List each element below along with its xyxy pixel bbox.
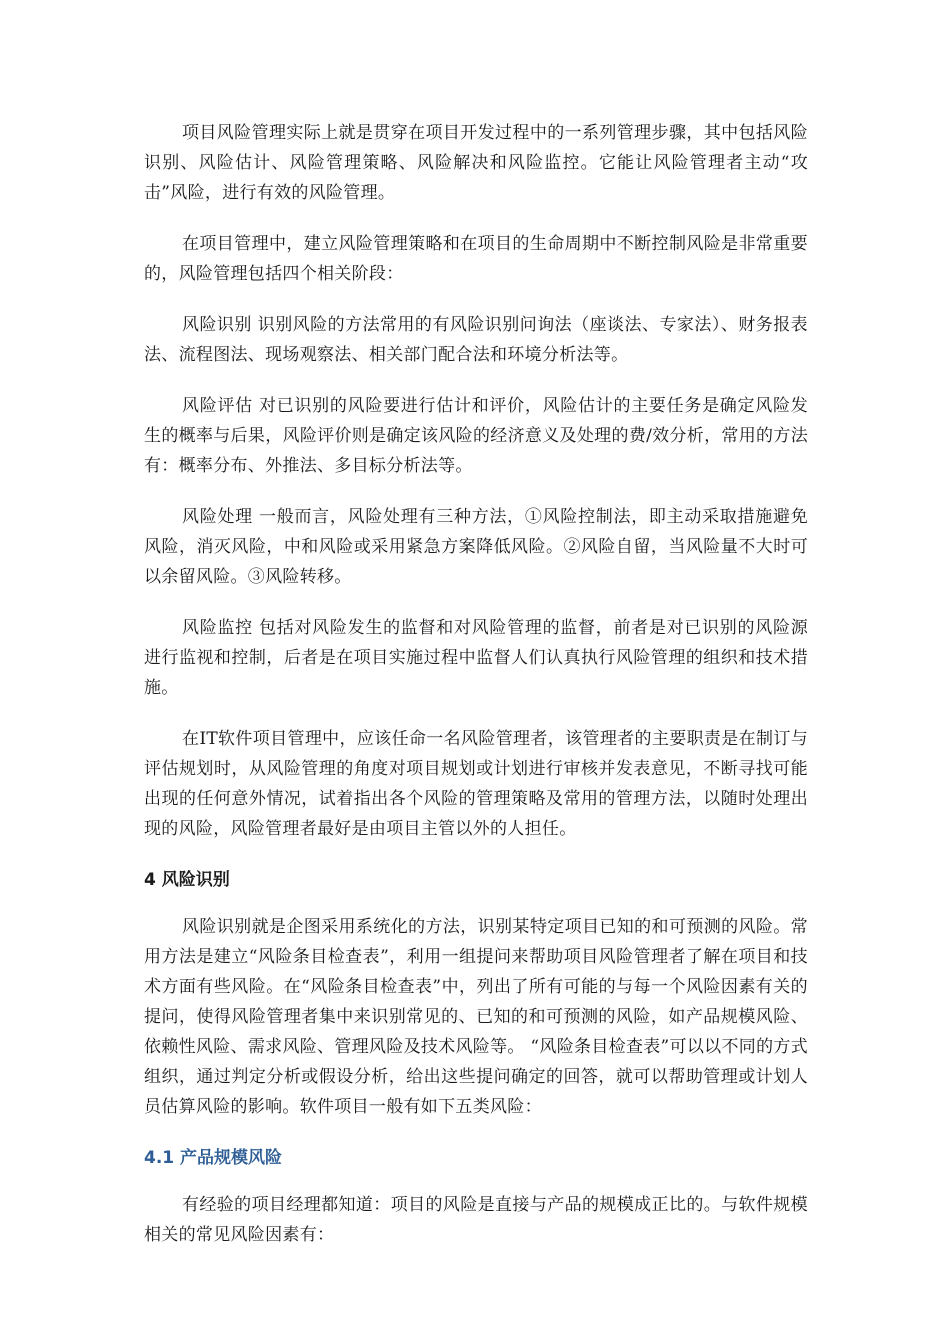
paragraph-product-scale-risk: 有经验的项目经理都知道：项目的风险是直接与产品的规模成正比的。与软件规模相关的常见风险因素有： [144, 1195, 808, 1245]
paragraph-risk-identification-detail: 风险识别就是企图采用系统化的方法，识别某特定项目已知的和可预测的风险。常用方法是建立“风险条目检查表”，利用一组提问来帮助项目风险管理者了解在项目和技术方面有些风险。在“风险条目检查表”中，列出了所有可能的与每一个风险因素有关的提问，使得风险管理者集中来识别常见的、已知的和可预测的风险，如产品规模风险、依赖性风险、需求风险、管理风险及技术风险等。 “风险条目检查表”可以以不同的方式组织，通过判定分析或假设分析，给出这些提问确定的回答，就可以帮助管理或计划人员估算风险的影响。软件项目一般有如下五类风险： [144, 917, 808, 1117]
paragraph-stages: 在项目管理中，建立风险管理策略和在项目的生命周期中不断控制风险是非常重要的，风险管理包括四个相关阶段： [144, 234, 808, 284]
subsection-heading-product-scale-risk: 4.1 产品规模风险 [144, 1148, 283, 1168]
section-heading-risk-identification: 4 风险识别 [144, 870, 230, 890]
paragraph-risk-identification: 风险识别 识别风险的方法常用的有风险识别问询法（座谈法、专家法）、财务报表法、流程图法、现场观察法、相关部门配合法和环境分析法等。 [144, 315, 808, 365]
paragraph-intro: 项目风险管理实际上就是贯穿在项目开发过程中的一系列管理步骤，其中包括风险识别、风险估计、风险管理策略、风险解决和风险监控。它能让风险管理者主动“攻击”风险，进行有效的风险管理。 [144, 123, 808, 203]
paragraph-risk-monitoring: 风险监控 包括对风险发生的监督和对风险管理的监督，前者是对已识别的风险源进行监视和控制，后者是在项目实施过程中监督人们认真执行风险管理的组织和技术措施。 [144, 618, 808, 698]
paragraph-risk-assessment: 风险评估 对已识别的风险要进行估计和评价，风险估计的主要任务是确定风险发生的概率与后果，风险评价则是确定该风险的经济意义及处理的费/效分析，常用的方法有：概率分布、外推法、多目标分析法等。 [144, 396, 808, 476]
paragraph-risk-manager: 在IT软件项目管理中，应该任命一名风险管理者，该管理者的主要职责是在制订与评估规划时，从风险管理的角度对项目规划或计划进行审核并发表意见，不断寻找可能出现的任何意外情况，试着指出各个风险的管理策略及常用的管理方法，以随时处理出现的风险，风险管理者最好是由项目主管以外的人担任。 [144, 729, 808, 839]
document-page [144, 118, 808, 1271]
paragraph-risk-handling: 风险处理 一般而言，风险处理有三种方法，①风险控制法，即主动采取措施避免风险，消灭风险，中和风险或采用紧急方案降低风险。②风险自留，当风险量不大时可以余留风险。③风险转移。 [144, 507, 808, 587]
